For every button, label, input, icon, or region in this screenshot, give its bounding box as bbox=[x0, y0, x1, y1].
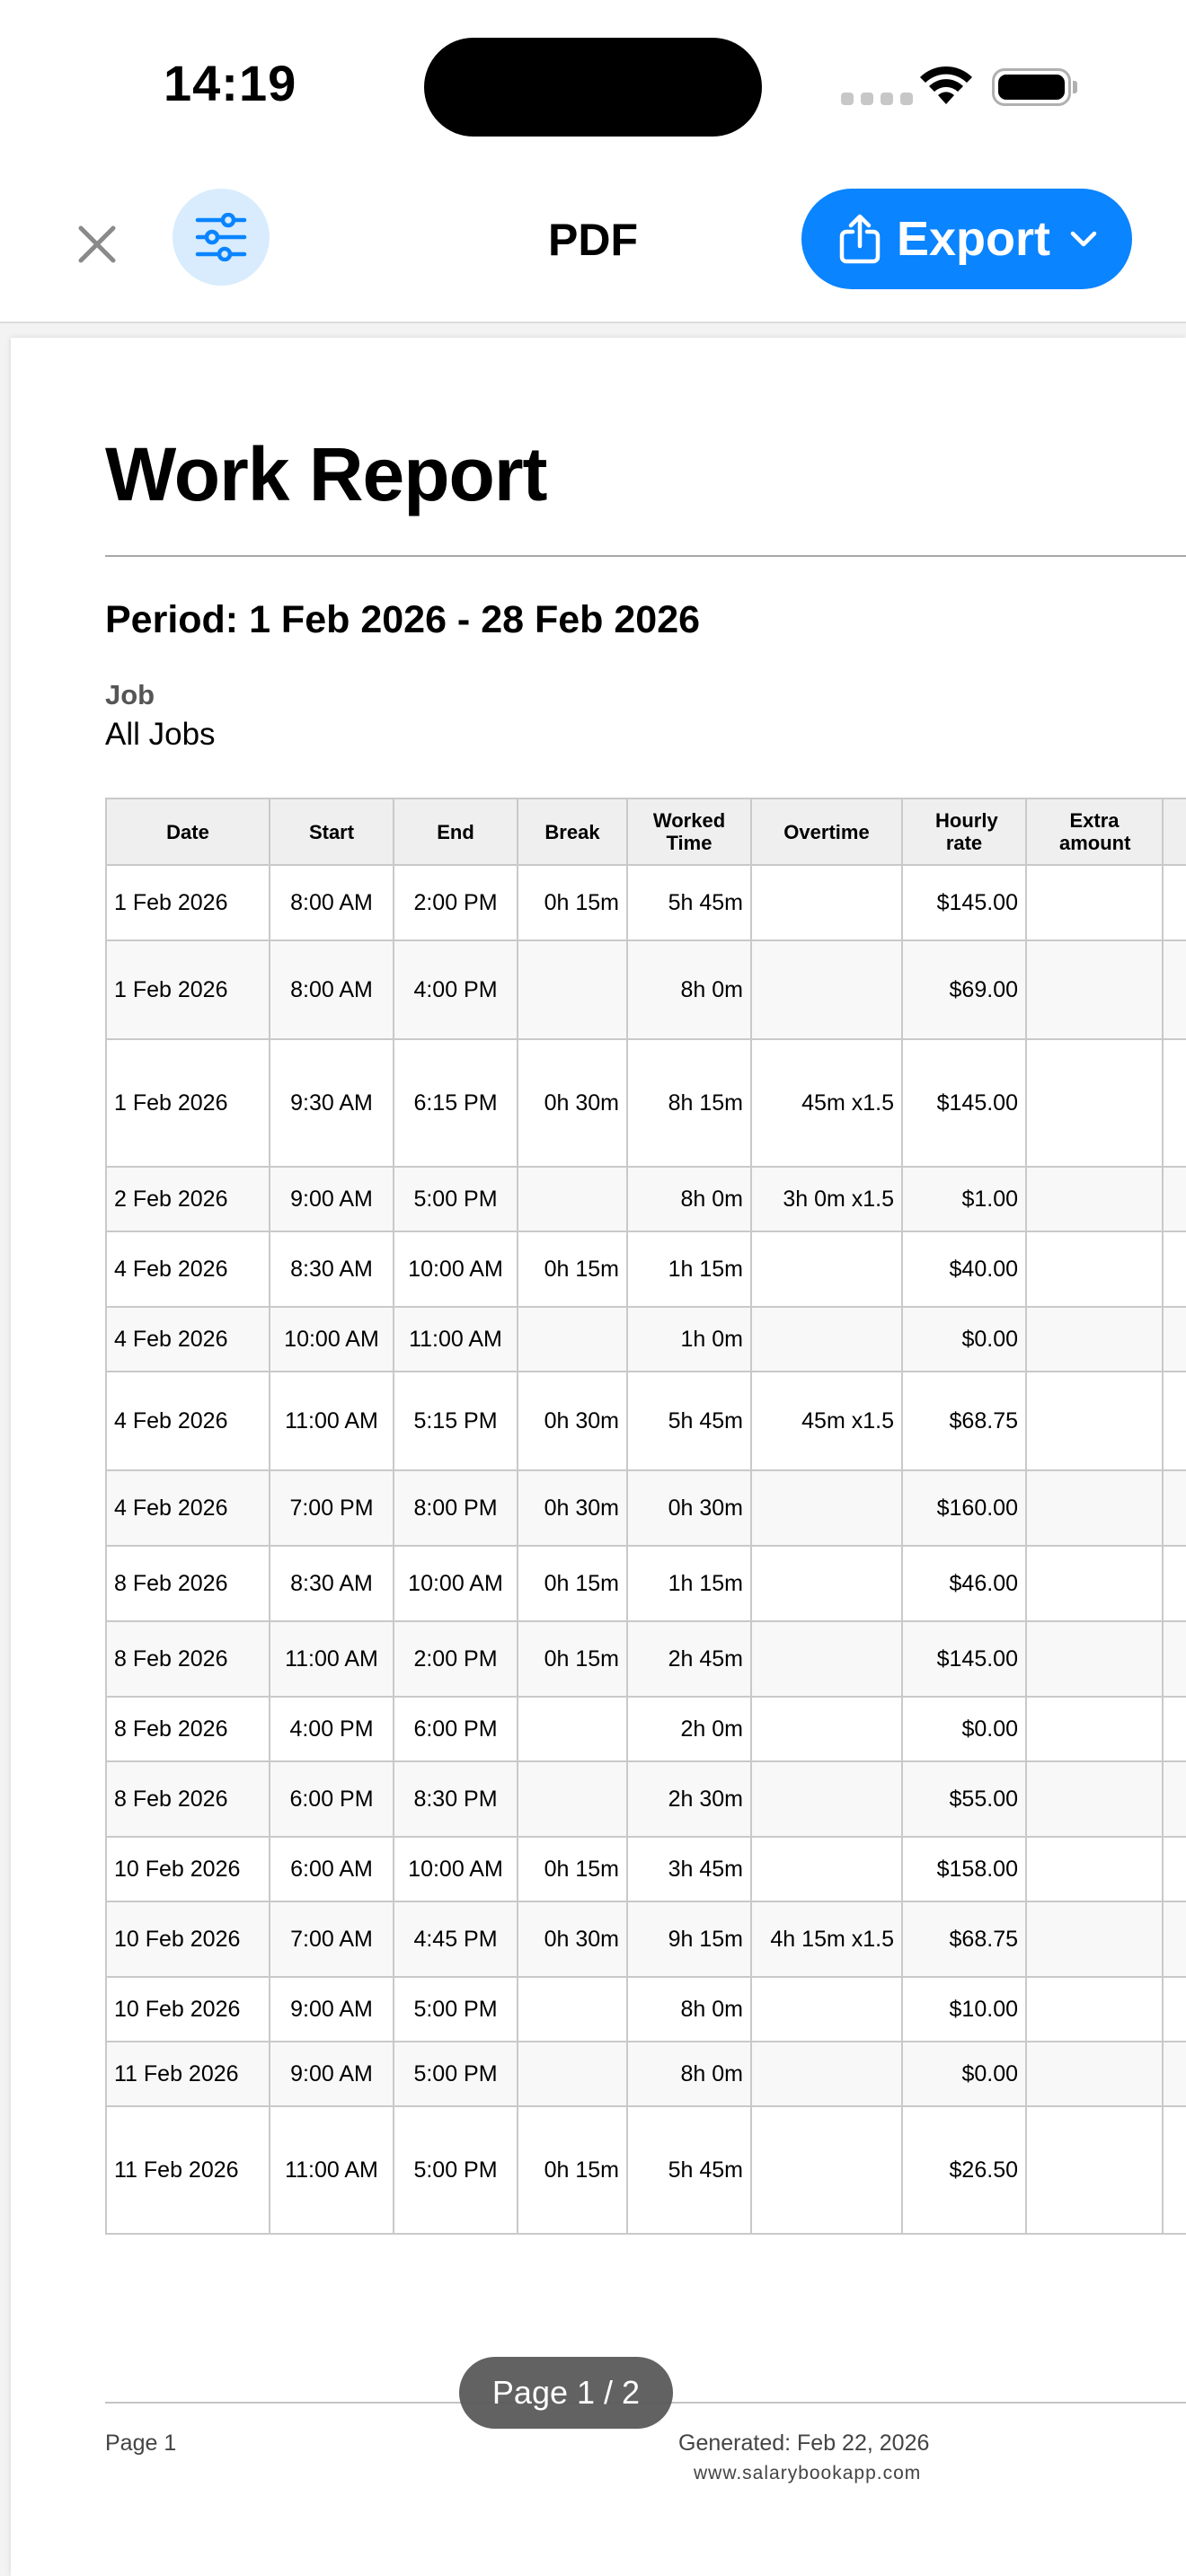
cell-end: 8:00 PM bbox=[394, 1470, 518, 1546]
page-title: PDF bbox=[548, 215, 638, 265]
cell-rate: $160.00 bbox=[902, 1470, 1026, 1546]
cell-more bbox=[1163, 1977, 1186, 2042]
cell-overtime bbox=[751, 1470, 902, 1546]
cell-overtime bbox=[751, 2106, 902, 2234]
cell-extra bbox=[1026, 1231, 1163, 1307]
cell-start: 11:00 AM bbox=[270, 1621, 394, 1697]
table-row bbox=[106, 1837, 1186, 1901]
cell-extra bbox=[1026, 865, 1163, 940]
cell-worked: 1h 15m bbox=[627, 1546, 751, 1621]
report-title: Work Report bbox=[105, 432, 547, 516]
cell-end: 6:15 PM bbox=[394, 1039, 518, 1167]
cell-extra bbox=[1026, 1761, 1163, 1837]
cell-start: 11:00 AM bbox=[270, 1372, 394, 1470]
footer-page-number: Page 1 bbox=[105, 2430, 177, 2456]
cell-extra bbox=[1026, 2106, 1163, 2234]
cell-end: 5:00 PM bbox=[394, 1977, 518, 2042]
column-header-date: Date bbox=[106, 798, 270, 865]
cell-extra bbox=[1026, 1697, 1163, 1761]
cell-end: 5:00 PM bbox=[394, 1167, 518, 1231]
cell-rate: $55.00 bbox=[902, 1761, 1026, 1837]
battery-icon bbox=[992, 68, 1071, 106]
job-label: Job bbox=[105, 679, 155, 710]
cell-date: 1 Feb 2026 bbox=[106, 865, 270, 940]
cell-rate: $0.00 bbox=[902, 1307, 1026, 1372]
cell-date: 8 Feb 2026 bbox=[106, 1621, 270, 1697]
cell-worked: 8h 0m bbox=[627, 2042, 751, 2106]
filter-settings-button[interactable] bbox=[173, 189, 270, 286]
page-indicator: Page 1 / 2 bbox=[459, 2357, 673, 2429]
footer-url: www.salarybookapp.com bbox=[694, 2463, 922, 2483]
share-icon bbox=[839, 214, 881, 264]
cell-start: 11:00 AM bbox=[270, 2106, 394, 2234]
cell-worked: 9h 15m bbox=[627, 1901, 751, 1977]
table-row bbox=[106, 2106, 1186, 2234]
cell-overtime bbox=[751, 940, 902, 1039]
table-row bbox=[106, 1167, 1186, 1231]
cell-worked: 3h 45m bbox=[627, 1837, 751, 1901]
cell-break bbox=[518, 1761, 627, 1837]
cell-break: 0h 30m bbox=[518, 1372, 627, 1470]
cell-worked: 8h 15m bbox=[627, 1039, 751, 1167]
cell-break: 0h 30m bbox=[518, 1901, 627, 1977]
cell-overtime bbox=[751, 1837, 902, 1901]
cell-date: 4 Feb 2026 bbox=[106, 1307, 270, 1372]
cell-end: 2:00 PM bbox=[394, 865, 518, 940]
cell-date: 8 Feb 2026 bbox=[106, 1697, 270, 1761]
cell-date: 4 Feb 2026 bbox=[106, 1470, 270, 1546]
job-value: All Jobs bbox=[105, 717, 216, 752]
cell-end: 5:15 PM bbox=[394, 1372, 518, 1470]
cell-end: 5:00 PM bbox=[394, 2106, 518, 2234]
cell-overtime bbox=[751, 1761, 902, 1837]
column-header-more bbox=[1163, 798, 1186, 865]
cell-rate: $158.00 bbox=[902, 1837, 1026, 1901]
cell-break bbox=[518, 1977, 627, 2042]
cell-extra bbox=[1026, 1837, 1163, 1901]
cell-worked: 1h 15m bbox=[627, 1231, 751, 1307]
export-label: Export bbox=[897, 212, 1051, 266]
cell-extra bbox=[1026, 1901, 1163, 1977]
cell-rate: $40.00 bbox=[902, 1231, 1026, 1307]
cell-worked: 8h 0m bbox=[627, 940, 751, 1039]
cell-more bbox=[1163, 1231, 1186, 1307]
cell-extra bbox=[1026, 2042, 1163, 2106]
cell-extra bbox=[1026, 1977, 1163, 2042]
column-header-worked-time: Worked Time bbox=[627, 798, 751, 865]
cell-more bbox=[1163, 1621, 1186, 1697]
cell-rate: $10.00 bbox=[902, 1977, 1026, 2042]
table-row bbox=[106, 1621, 1186, 1697]
cell-break: 0h 15m bbox=[518, 1231, 627, 1307]
cell-date: 4 Feb 2026 bbox=[106, 1231, 270, 1307]
cell-break: 0h 15m bbox=[518, 1621, 627, 1697]
footer-generated-date: Generated: Feb 22, 2026 bbox=[678, 2430, 930, 2456]
cell-rate: $26.50 bbox=[902, 2106, 1026, 2234]
cell-overtime: 4h 15m x1.5 bbox=[751, 1901, 902, 1977]
pdf-page[interactable] bbox=[11, 338, 1186, 2576]
cell-rate: $0.00 bbox=[902, 2042, 1026, 2106]
cell-more bbox=[1163, 2042, 1186, 2106]
cell-overtime: 3h 0m x1.5 bbox=[751, 1167, 902, 1231]
cell-break bbox=[518, 940, 627, 1039]
cell-end: 4:45 PM bbox=[394, 1901, 518, 1977]
cell-worked: 5h 45m bbox=[627, 1372, 751, 1470]
table-row bbox=[106, 1470, 1186, 1546]
cell-more bbox=[1163, 1837, 1186, 1901]
cell-worked: 0h 30m bbox=[627, 1470, 751, 1546]
cell-break: 0h 15m bbox=[518, 1837, 627, 1901]
wifi-icon bbox=[918, 63, 974, 106]
cell-overtime bbox=[751, 1621, 902, 1697]
cell-overtime: 45m x1.5 bbox=[751, 1372, 902, 1470]
cell-more bbox=[1163, 1039, 1186, 1167]
close-icon bbox=[77, 225, 117, 264]
cell-extra bbox=[1026, 1167, 1163, 1231]
cellular-signal-icon bbox=[841, 93, 913, 107]
table-row bbox=[106, 1697, 1186, 1761]
cell-date: 11 Feb 2026 bbox=[106, 2106, 270, 2234]
cell-break: 0h 15m bbox=[518, 2106, 627, 2234]
cell-rate: $68.75 bbox=[902, 1372, 1026, 1470]
cell-date: 1 Feb 2026 bbox=[106, 1039, 270, 1167]
chevron-down-icon bbox=[1070, 230, 1097, 248]
cell-rate: $145.00 bbox=[902, 865, 1026, 940]
cell-rate: $1.00 bbox=[902, 1167, 1026, 1231]
column-header-hourly-rate: Hourly rate bbox=[902, 798, 1026, 865]
cell-start: 7:00 AM bbox=[270, 1901, 394, 1977]
cell-more bbox=[1163, 940, 1186, 1039]
cell-rate: $145.00 bbox=[902, 1039, 1026, 1167]
cell-more bbox=[1163, 1546, 1186, 1621]
cell-more bbox=[1163, 1307, 1186, 1372]
cell-rate: $68.75 bbox=[902, 1901, 1026, 1977]
cell-end: 8:30 PM bbox=[394, 1761, 518, 1837]
cell-break bbox=[518, 1697, 627, 1761]
table-row bbox=[106, 1977, 1186, 2042]
cell-end: 10:00 AM bbox=[394, 1231, 518, 1307]
cell-break: 0h 15m bbox=[518, 865, 627, 940]
cell-extra bbox=[1026, 1372, 1163, 1470]
report-period: Period: 1 Feb 2026 - 28 Feb 2026 bbox=[105, 598, 701, 641]
cell-worked: 8h 0m bbox=[627, 1167, 751, 1231]
cell-overtime bbox=[751, 1307, 902, 1372]
cell-break bbox=[518, 2042, 627, 2106]
cell-worked: 5h 45m bbox=[627, 865, 751, 940]
cell-date: 10 Feb 2026 bbox=[106, 1977, 270, 2042]
cell-worked: 1h 0m bbox=[627, 1307, 751, 1372]
cell-start: 9:30 AM bbox=[270, 1039, 394, 1167]
cell-date: 2 Feb 2026 bbox=[106, 1167, 270, 1231]
cell-end: 11:00 AM bbox=[394, 1307, 518, 1372]
column-header-break: Break bbox=[518, 798, 627, 865]
cell-start: 9:00 AM bbox=[270, 2042, 394, 2106]
cell-date: 8 Feb 2026 bbox=[106, 1761, 270, 1837]
cell-date: 10 Feb 2026 bbox=[106, 1901, 270, 1977]
cell-date: 8 Feb 2026 bbox=[106, 1546, 270, 1621]
cell-start: 8:00 AM bbox=[270, 940, 394, 1039]
cell-overtime bbox=[751, 1697, 902, 1761]
cell-overtime bbox=[751, 1231, 902, 1307]
cell-date: 11 Feb 2026 bbox=[106, 2042, 270, 2106]
export-button[interactable] bbox=[801, 189, 1132, 289]
cell-break bbox=[518, 1307, 627, 1372]
cell-end: 10:00 AM bbox=[394, 1837, 518, 1901]
title-divider bbox=[105, 555, 1186, 557]
cell-more bbox=[1163, 1372, 1186, 1470]
cell-overtime bbox=[751, 1546, 902, 1621]
cell-rate: $145.00 bbox=[902, 1621, 1026, 1697]
cell-overtime bbox=[751, 1977, 902, 2042]
table-row bbox=[106, 1372, 1186, 1470]
column-header-end: End bbox=[394, 798, 518, 865]
cell-extra bbox=[1026, 1546, 1163, 1621]
cell-break: 0h 15m bbox=[518, 1546, 627, 1621]
table-row bbox=[106, 1231, 1186, 1307]
cell-start: 6:00 AM bbox=[270, 1837, 394, 1901]
cell-start: 4:00 PM bbox=[270, 1697, 394, 1761]
table-row bbox=[106, 865, 1186, 940]
cell-date: 10 Feb 2026 bbox=[106, 1837, 270, 1901]
cell-break: 0h 30m bbox=[518, 1039, 627, 1167]
close-button[interactable] bbox=[68, 216, 126, 273]
sliders-icon bbox=[194, 213, 248, 261]
cell-end: 2:00 PM bbox=[394, 1621, 518, 1697]
cell-date: 1 Feb 2026 bbox=[106, 940, 270, 1039]
cell-end: 4:00 PM bbox=[394, 940, 518, 1039]
cell-more bbox=[1163, 1470, 1186, 1546]
cell-start: 8:00 AM bbox=[270, 865, 394, 940]
table-row bbox=[106, 1307, 1186, 1372]
work-report-table bbox=[105, 798, 1186, 2235]
cell-overtime: 45m x1.5 bbox=[751, 1039, 902, 1167]
status-time: 14:19 bbox=[164, 55, 297, 111]
cell-worked: 2h 0m bbox=[627, 1697, 751, 1761]
cell-extra bbox=[1026, 1470, 1163, 1546]
cell-more bbox=[1163, 2106, 1186, 2234]
cell-more bbox=[1163, 1697, 1186, 1761]
cell-extra bbox=[1026, 940, 1163, 1039]
table-row bbox=[106, 1761, 1186, 1837]
cell-more bbox=[1163, 1901, 1186, 1977]
column-header-extra-amount: Extra amount bbox=[1026, 798, 1163, 865]
cell-break: 0h 30m bbox=[518, 1470, 627, 1546]
cell-more bbox=[1163, 1761, 1186, 1837]
cell-extra bbox=[1026, 1039, 1163, 1167]
cell-start: 6:00 PM bbox=[270, 1761, 394, 1837]
table-row bbox=[106, 1546, 1186, 1621]
cell-end: 10:00 AM bbox=[394, 1546, 518, 1621]
cell-start: 8:30 AM bbox=[270, 1546, 394, 1621]
cell-extra bbox=[1026, 1307, 1163, 1372]
cell-overtime bbox=[751, 865, 902, 940]
cell-worked: 2h 45m bbox=[627, 1621, 751, 1697]
table-row bbox=[106, 2042, 1186, 2106]
cell-start: 9:00 AM bbox=[270, 1167, 394, 1231]
cell-break bbox=[518, 1167, 627, 1231]
cell-rate: $69.00 bbox=[902, 940, 1026, 1039]
cell-start: 8:30 AM bbox=[270, 1231, 394, 1307]
toolbar bbox=[0, 171, 1186, 323]
cell-start: 7:00 PM bbox=[270, 1470, 394, 1546]
column-header-overtime: Overtime bbox=[751, 798, 902, 865]
cell-extra bbox=[1026, 1621, 1163, 1697]
cell-rate: $0.00 bbox=[902, 1697, 1026, 1761]
column-header-start: Start bbox=[270, 798, 394, 865]
table-row bbox=[106, 1039, 1186, 1167]
cell-start: 9:00 AM bbox=[270, 1977, 394, 2042]
table-row bbox=[106, 940, 1186, 1039]
table-header-row bbox=[106, 798, 1186, 865]
cell-overtime bbox=[751, 2042, 902, 2106]
table-row bbox=[106, 1901, 1186, 1977]
status-bar bbox=[0, 0, 1186, 171]
cell-more bbox=[1163, 1167, 1186, 1231]
cell-worked: 5h 45m bbox=[627, 2106, 751, 2234]
cell-start: 10:00 AM bbox=[270, 1307, 394, 1372]
cell-end: 6:00 PM bbox=[394, 1697, 518, 1761]
cell-worked: 2h 30m bbox=[627, 1761, 751, 1837]
cell-more bbox=[1163, 865, 1186, 940]
dynamic-island bbox=[424, 38, 762, 137]
cell-rate: $46.00 bbox=[902, 1546, 1026, 1621]
cell-worked: 8h 0m bbox=[627, 1977, 751, 2042]
cell-date: 4 Feb 2026 bbox=[106, 1372, 270, 1470]
cell-end: 5:00 PM bbox=[394, 2042, 518, 2106]
